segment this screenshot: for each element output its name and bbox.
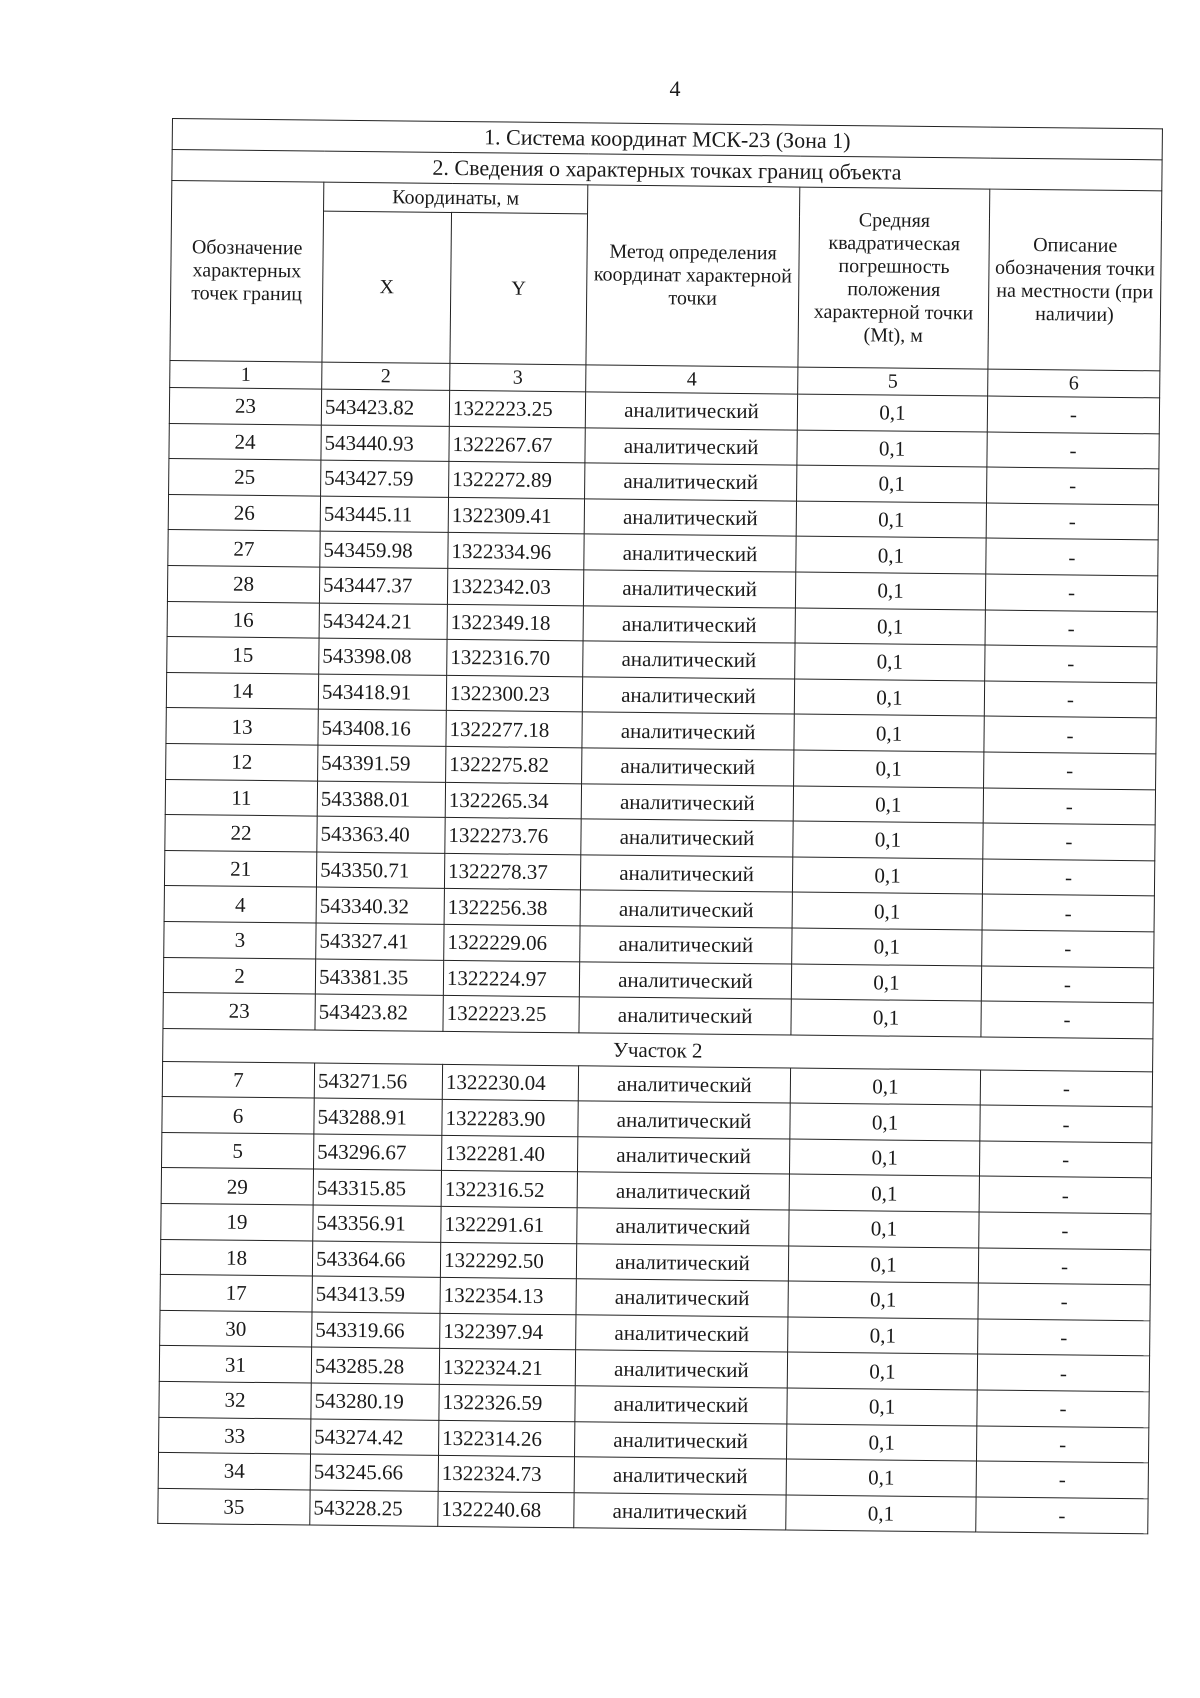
coordinate-x-cell: 543271.56 bbox=[314, 1063, 442, 1100]
coordinate-y-cell: 1322342.03 bbox=[447, 568, 583, 605]
method-cell: аналитический bbox=[583, 570, 795, 608]
point-designation-cell: 33 bbox=[159, 1417, 311, 1454]
point-designation-cell: 31 bbox=[159, 1346, 311, 1383]
method-cell: аналитический bbox=[576, 1279, 788, 1317]
point-designation-cell: 19 bbox=[161, 1204, 313, 1241]
method-cell: аналитический bbox=[577, 1172, 789, 1210]
method-cell: аналитический bbox=[574, 1493, 786, 1531]
method-cell: аналитический bbox=[574, 1457, 786, 1495]
error-cell: 0,1 bbox=[792, 928, 982, 966]
description-cell: - bbox=[979, 1212, 1151, 1249]
description-cell: - bbox=[979, 1176, 1151, 1213]
page-number: 4 bbox=[669, 76, 681, 101]
error-cell: 0,1 bbox=[789, 1174, 979, 1212]
error-cell: 0,1 bbox=[796, 536, 986, 574]
point-designation-cell: 24 bbox=[169, 423, 321, 460]
coordinate-x-cell: 543245.66 bbox=[310, 1454, 438, 1491]
description-cell: - bbox=[984, 716, 1156, 753]
error-cell: 0,1 bbox=[797, 394, 987, 432]
coordinate-x-cell: 543413.59 bbox=[312, 1276, 440, 1313]
coordinate-y-cell: 1322324.21 bbox=[439, 1349, 575, 1386]
point-designation-cell: 17 bbox=[160, 1275, 312, 1312]
description-cell: - bbox=[976, 1497, 1148, 1534]
description-cell: - bbox=[985, 574, 1157, 611]
coordinate-y-cell: 1322224.97 bbox=[443, 960, 579, 997]
error-cell: 0,1 bbox=[790, 1068, 980, 1106]
method-cell: аналитический bbox=[582, 712, 794, 750]
error-cell: 0,1 bbox=[788, 1246, 978, 1284]
error-cell: 0,1 bbox=[786, 1495, 976, 1533]
coordinate-x-cell: 543296.67 bbox=[313, 1134, 441, 1171]
method-cell: аналитический bbox=[580, 855, 792, 893]
coordinate-y-cell: 1322300.23 bbox=[446, 675, 582, 712]
method-cell: аналитический bbox=[581, 783, 793, 821]
point-designation-cell: 6 bbox=[162, 1097, 314, 1134]
point-designation-cell: 13 bbox=[166, 708, 318, 745]
column-number: 2 bbox=[322, 362, 450, 390]
method-cell: аналитический bbox=[575, 1350, 787, 1388]
coordinate-x-cell: 543423.82 bbox=[315, 994, 443, 1031]
description-cell: - bbox=[985, 645, 1157, 682]
point-designation-cell: 16 bbox=[167, 601, 319, 638]
error-cell: 0,1 bbox=[797, 430, 987, 468]
method-cell: аналитический bbox=[578, 1065, 790, 1103]
error-cell: 0,1 bbox=[787, 1388, 977, 1426]
point-designation-cell: 15 bbox=[167, 637, 319, 674]
coordinate-x-cell: 543350.71 bbox=[316, 852, 444, 889]
error-cell: 0,1 bbox=[795, 608, 985, 646]
point-designation-cell: 23 bbox=[163, 993, 315, 1030]
description-cell: - bbox=[982, 894, 1154, 931]
point-designation-cell: 3 bbox=[164, 921, 316, 958]
description-cell: - bbox=[982, 930, 1154, 967]
column-number: 6 bbox=[988, 369, 1160, 398]
error-cell: 0,1 bbox=[795, 572, 985, 610]
error-cell: 0,1 bbox=[791, 999, 981, 1037]
coordinate-y-cell: 1322275.82 bbox=[446, 746, 582, 783]
point-designation-cell: 11 bbox=[165, 779, 317, 816]
header-error: Средняя квадратическая погрешность положения характерной точки (Mt), м bbox=[798, 187, 990, 369]
coordinate-x-cell: 543391.59 bbox=[318, 745, 446, 782]
coordinate-y-cell: 1322397.94 bbox=[440, 1313, 576, 1350]
point-designation-cell: 34 bbox=[158, 1453, 310, 1490]
error-cell: 0,1 bbox=[791, 964, 981, 1002]
header-method: Метод определения координат характерной точки bbox=[586, 185, 800, 367]
method-cell: аналитический bbox=[578, 1101, 790, 1139]
coordinate-x-cell: 543447.37 bbox=[319, 567, 447, 604]
description-cell: - bbox=[976, 1426, 1148, 1463]
error-cell: 0,1 bbox=[788, 1317, 978, 1355]
method-cell: аналитический bbox=[575, 1386, 787, 1424]
error-cell: 0,1 bbox=[792, 857, 982, 895]
method-cell: аналитический bbox=[581, 819, 793, 857]
point-designation-cell: 7 bbox=[162, 1061, 314, 1098]
coordinate-x-cell: 543363.40 bbox=[317, 816, 445, 853]
description-cell: - bbox=[987, 467, 1159, 504]
error-cell: 0,1 bbox=[789, 1210, 979, 1248]
coordinate-y-cell: 1322326.59 bbox=[439, 1384, 575, 1421]
coordinate-y-cell: 1322223.25 bbox=[443, 995, 579, 1032]
error-cell: 0,1 bbox=[788, 1281, 978, 1319]
coordinate-x-cell: 543285.28 bbox=[311, 1347, 439, 1384]
description-cell: - bbox=[977, 1354, 1149, 1391]
column-number: 5 bbox=[798, 367, 988, 396]
description-cell: - bbox=[981, 966, 1153, 1003]
coordinate-y-cell: 1322277.18 bbox=[446, 711, 582, 748]
method-cell: аналитический bbox=[576, 1315, 788, 1353]
column-number: 1 bbox=[170, 360, 322, 389]
description-cell: - bbox=[980, 1105, 1152, 1142]
coordinate-x-cell: 543340.32 bbox=[316, 887, 444, 924]
header-designation: Обозначение характерных точек границ bbox=[170, 181, 324, 363]
point-designation-cell: 18 bbox=[160, 1239, 312, 1276]
point-designation-cell: 14 bbox=[166, 672, 318, 709]
point-designation-cell: 22 bbox=[165, 815, 317, 852]
coordinate-x-cell: 543315.85 bbox=[313, 1170, 441, 1207]
description-cell: - bbox=[984, 681, 1156, 718]
coordinate-y-cell: 1322316.70 bbox=[447, 640, 583, 677]
point-designation-cell: 12 bbox=[166, 743, 318, 780]
column-number: 4 bbox=[586, 365, 798, 394]
header-description: Описание обозначения точки на местности (при наличии) bbox=[988, 189, 1162, 371]
coordinate-x-cell: 543381.35 bbox=[315, 959, 443, 996]
error-cell: 0,1 bbox=[786, 1459, 976, 1497]
description-cell: - bbox=[978, 1319, 1150, 1356]
error-cell: 0,1 bbox=[797, 465, 987, 503]
coordinate-x-cell: 543280.19 bbox=[311, 1383, 439, 1420]
table-body bbox=[158, 119, 1163, 1535]
method-cell: аналитический bbox=[576, 1243, 788, 1281]
description-cell: - bbox=[986, 503, 1158, 540]
coordinate-x-cell: 543364.66 bbox=[312, 1241, 440, 1278]
coordinate-y-cell: 1322223.25 bbox=[449, 390, 585, 427]
description-cell: - bbox=[987, 432, 1159, 469]
method-cell: аналитический bbox=[584, 534, 796, 572]
method-cell: аналитический bbox=[585, 427, 797, 465]
error-cell: 0,1 bbox=[793, 821, 983, 859]
method-cell: аналитический bbox=[575, 1421, 787, 1459]
coordinate-y-cell: 1322230.04 bbox=[442, 1064, 578, 1101]
coordinate-x-cell: 543423.82 bbox=[321, 389, 449, 426]
coordinate-x-cell: 543427.59 bbox=[321, 460, 449, 497]
method-cell: аналитический bbox=[584, 499, 796, 537]
error-cell: 0,1 bbox=[789, 1139, 979, 1177]
coordinate-y-cell: 1322267.67 bbox=[449, 426, 585, 463]
coordinates-sheet bbox=[157, 118, 1162, 1535]
coordinate-x-cell: 543398.08 bbox=[319, 638, 447, 675]
coordinates-table bbox=[157, 118, 1163, 1535]
method-cell: аналитический bbox=[579, 997, 791, 1035]
method-cell: аналитический bbox=[585, 392, 797, 430]
description-cell: - bbox=[983, 788, 1155, 825]
coordinate-y-cell: 1322272.89 bbox=[449, 462, 585, 499]
coordinate-x-cell: 543327.41 bbox=[316, 923, 444, 960]
method-cell: аналитический bbox=[577, 1208, 789, 1246]
error-cell: 0,1 bbox=[787, 1352, 977, 1390]
error-cell: 0,1 bbox=[795, 643, 985, 681]
plot-2-title: Участок 2 bbox=[163, 1028, 1153, 1071]
coordinate-x-cell: 543440.93 bbox=[321, 425, 449, 462]
method-cell: аналитический bbox=[583, 641, 795, 679]
method-cell: аналитический bbox=[579, 961, 791, 999]
coordinate-y-cell: 1322291.61 bbox=[441, 1206, 577, 1243]
point-designation-cell: 27 bbox=[168, 530, 320, 567]
description-cell: - bbox=[979, 1141, 1151, 1178]
coordinate-x-cell: 543274.42 bbox=[311, 1419, 439, 1456]
coordinate-y-cell: 1322281.40 bbox=[441, 1135, 577, 1172]
coordinate-x-cell: 543408.16 bbox=[318, 709, 446, 746]
point-designation-cell: 25 bbox=[169, 459, 321, 496]
method-cell: аналитический bbox=[583, 605, 795, 643]
coordinate-y-cell: 1322316.52 bbox=[441, 1171, 577, 1208]
description-cell: - bbox=[983, 823, 1155, 860]
coordinate-y-cell: 1322229.06 bbox=[444, 924, 580, 961]
method-cell: аналитический bbox=[580, 926, 792, 964]
description-cell: - bbox=[978, 1248, 1150, 1285]
description-cell: - bbox=[981, 1001, 1153, 1038]
point-designation-cell: 32 bbox=[159, 1381, 311, 1418]
point-designation-cell: 23 bbox=[169, 387, 321, 424]
coordinate-x-cell: 543288.91 bbox=[314, 1098, 442, 1135]
description-cell: - bbox=[976, 1461, 1148, 1498]
coordinate-x-cell: 543418.91 bbox=[318, 674, 446, 711]
header-coordinates: Координаты, м bbox=[324, 182, 588, 214]
coordinate-y-cell: 1322265.34 bbox=[445, 782, 581, 819]
description-cell: - bbox=[984, 752, 1156, 789]
column-number: 3 bbox=[450, 363, 586, 391]
description-cell: - bbox=[978, 1283, 1150, 1320]
point-designation-cell: 5 bbox=[162, 1132, 314, 1169]
method-cell: аналитический bbox=[580, 890, 792, 928]
method-cell: аналитический bbox=[582, 748, 794, 786]
error-cell: 0,1 bbox=[790, 1103, 980, 1141]
coordinate-y-cell: 1322292.50 bbox=[440, 1242, 576, 1279]
method-cell: аналитический bbox=[577, 1137, 789, 1175]
description-cell: - bbox=[982, 859, 1154, 896]
error-cell: 0,1 bbox=[796, 501, 986, 539]
error-cell: 0,1 bbox=[786, 1424, 976, 1462]
coordinate-y-cell: 1322273.76 bbox=[445, 818, 581, 855]
coordinate-y-cell: 1322324.73 bbox=[438, 1456, 574, 1493]
coordinate-y-cell: 1322314.26 bbox=[439, 1420, 575, 1457]
coordinate-x-cell: 543228.25 bbox=[310, 1490, 438, 1527]
point-designation-cell: 30 bbox=[160, 1310, 312, 1347]
error-cell: 0,1 bbox=[794, 750, 984, 788]
point-designation-cell: 26 bbox=[168, 494, 320, 531]
coordinate-y-cell: 1322256.38 bbox=[444, 889, 580, 926]
coordinate-system-title: 1. Система координат МСК-23 (Зона 1) bbox=[172, 119, 1162, 160]
point-designation-cell: 2 bbox=[163, 957, 315, 994]
coordinate-x-cell: 543319.66 bbox=[312, 1312, 440, 1349]
header-x: X bbox=[322, 211, 452, 363]
error-cell: 0,1 bbox=[793, 786, 983, 824]
coordinate-y-cell: 1322354.13 bbox=[440, 1278, 576, 1315]
coordinate-x-cell: 543459.98 bbox=[320, 531, 448, 568]
description-cell: - bbox=[977, 1390, 1149, 1427]
coordinate-y-cell: 1322278.37 bbox=[444, 853, 580, 890]
coordinate-y-cell: 1322309.41 bbox=[448, 497, 584, 534]
error-cell: 0,1 bbox=[794, 679, 984, 717]
error-cell: 0,1 bbox=[794, 714, 984, 752]
coordinate-y-cell: 1322240.68 bbox=[438, 1491, 574, 1528]
point-designation-cell: 4 bbox=[164, 886, 316, 923]
header-y: Y bbox=[450, 212, 588, 364]
description-cell: - bbox=[987, 396, 1159, 433]
point-designation-cell: 35 bbox=[158, 1488, 310, 1525]
boundary-points-title: 2. Сведения о характерных точках границ объекта bbox=[172, 150, 1162, 191]
coordinate-y-cell: 1322349.18 bbox=[447, 604, 583, 641]
description-cell: - bbox=[980, 1070, 1152, 1107]
coordinate-x-cell: 543388.01 bbox=[317, 781, 445, 818]
point-designation-cell: 28 bbox=[167, 565, 319, 602]
method-cell: аналитический bbox=[582, 677, 794, 715]
coordinate-x-cell: 543424.21 bbox=[319, 603, 447, 640]
coordinate-y-cell: 1322283.90 bbox=[442, 1100, 578, 1137]
coordinate-y-cell: 1322334.96 bbox=[448, 533, 584, 570]
method-cell: аналитический bbox=[585, 463, 797, 501]
point-designation-cell: 29 bbox=[161, 1168, 313, 1205]
error-cell: 0,1 bbox=[792, 892, 982, 930]
coordinate-x-cell: 543445.11 bbox=[320, 496, 448, 533]
description-cell: - bbox=[985, 610, 1157, 647]
description-cell: - bbox=[986, 538, 1158, 575]
point-designation-cell: 21 bbox=[164, 850, 316, 887]
coordinate-x-cell: 543356.91 bbox=[313, 1205, 441, 1242]
